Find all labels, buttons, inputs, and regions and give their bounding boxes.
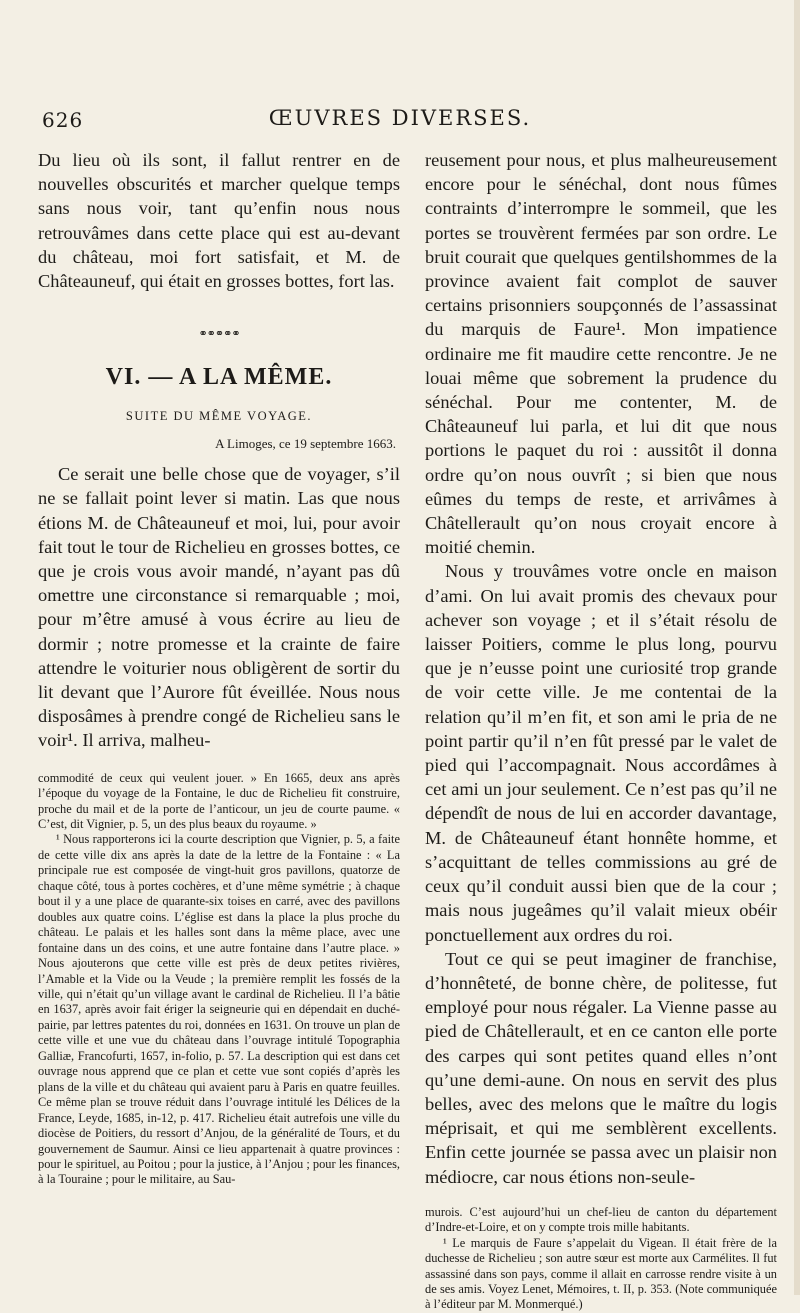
footnote-continuation: commodité de ceux qui veulent jouer. » En 1665, deux ans après l’époque du voyage de la Fontaine, le duc de Richelieu fit construire, proche du mail et de la porte de l’anticour, un jeu de courte paume. « C’est, dit Vignier, p. 5, un des plus beaux du royaume. » <box>38 770 400 832</box>
right-column <box>425 148 777 1313</box>
footnote-1: ¹ Le marquis de Faure s’appelait du Vigean. Il était frère de la duchesse de Richelieu ; son autre sœur est morte aux Carmélites. Il fut assassiné dans son pays, comme il allait en carrosse rendre visite à un de ses amis. Voyez Lenet, Mémoires, t. II, p. 353. (Note communiquée à l’éditeur par M. Monmerqué.) <box>425 1235 777 1312</box>
footnotes-right <box>425 1205 777 1313</box>
carryover-paragraph: Du lieu où ils sont, il fallut rentrer en de nouvelles obscurités et marcher quelque temps sans nous voir, tant qu’enfin nous nous retrouvâmes dans cette place qui est au-devant du château, moi fort satisfait, et M. de Châteauneuf, qui était en grosses bottes, fort las. <box>38 150 400 292</box>
section-subtitle: SUITE DU MÊME VOYAGE. <box>125 409 313 424</box>
running-head: ŒUVRES DIVERSES. <box>268 106 532 130</box>
section-title: VI. — A LA MÊME. <box>105 364 333 391</box>
footnotes-left <box>38 771 400 1188</box>
body-paragraph: reusement pour nous, et plus malheureusement encore pour le sénéchal, dont nous fûmes contraints d’interrompre le sommeil, que les portes se trouvèrent fermées par son ordre. Le bruit courait que quelques gentilshommes de la province avaient fait complot de sauver certains prisonniers soupçonnés de l’assassinat du marquis de Faure¹. Mon impatience ordinaire me fit maudire cette rencontre. Je ne louai même que sobrement la prudence du sénéchal. Pour me contenter, M. de Châteauneuf lui parla, et lui dit que nous portions le paquet du roi : aussitôt il donna ordre qu’on nous ouvrît ; si bien que nous eûmes du temps de reste, et arrivâmes à Châtellerault qu’on nous croyait encore à moitié chemin. <box>425 150 777 558</box>
left-column <box>38 148 400 1188</box>
body-paragraph: Tout ce qui se peut imaginer de franchise, d’honnêteté, de bonne chère, de politesse, fut employé pour nous régaler. La Vienne passe au pied de Châtellerault, et en ce canton elle porte des carpes qui sont petites quand elles n’ont qu’une demi-aune. On nous en servit des plus belles, avec des melons que le maître du logis méprisait, et qui me semblèrent excellents. Enfin cette journée se passa avec un plaisir non médiocre, car nous étions non-seule- <box>425 948 777 1187</box>
footnote-1: ¹ Nous rapporterons ici la courte description que Vignier, p. 5, a faite de cette ville dix ans après la date de la lettre de la Fontaine : « La principale rue est composée de vingt-huit gros pavillons, quatorze de chaque côté, tous à portes cochères, et d’une même symétrie ; à chaque bout il y a une place de quarante-six toises en carré, avec des pavillons doubles aux quatre coins. L’église est dans la place la plus proche du château. Le palais et les halles sont dans la même place, avec une fontaine dans un des coins, et une autre fontaine dans l’autre place. » Nous ajouterons que cette ville est près de deux petites rivières, l’Amable et la Vide ou la Veude ; la première remplit les fossés de la ville, qui n’était qu’un village avant le cardinal de Richelieu. Il l’a bâtie en 1637, après avoir fait ériger la seigneurie qui en dépendait en duché-pairie, par lettres patentes du roi, données en 1631. On trouve un plan de cette ville et une vue du château dans l’ouvrage intitulé Topographia Galliæ, Francofurti, 1657, in-folio, p. 57. La description qui est dans cet ouvrage nous apprend que ce plan et cette vue sont copiés d’après les plans de la ville et du château qui avaient paru à Paris en quatre feuilles. Ce même plan se trouve réduit dans l’ouvrage intitulé les Délices de la France, Leyde, 1685, in-12, p. 417. Richelieu était autrefois une ville du diocèse de Poitiers, du ressort d’Anjou, de la généralité de Tours, et du gouvernement de Saumur. Ainsi ce lieu appartenait à quatre provinces : pour le spirituel, au Poitou ; pour la justice, à l’Anjou ; pour les finances, à la Touraine ; pour le militaire, au Sau- <box>38 832 400 1187</box>
page-edge <box>794 0 800 1295</box>
page-number: 626 <box>42 108 84 132</box>
letter-paragraph: Ce serait une belle chose que de voyager, s’il ne se fallait point lever si matin. Las que nous étions M. de Châteauneuf et moi, lui, pour avoir fait tout le tour de Richelieu en grosses bottes, ce que je crois vous avoir mandé, n’ayant pas dû omettre une circonstance si remarquable ; moi, pour m’être amusé à vous écrire au lieu de dormir ; notre promesse et la crainte de faire attendre le voiturier nous obligèrent de sortir du lit devant que l’Aurore fût éveillée. Nous nous disposâmes à prendre congé de Richelieu sans le voir¹. Il arriva, malheu- <box>38 464 400 751</box>
body-paragraph: Nous y trouvâmes votre oncle en maison d’ami. On lui avait promis des chevaux pour achever son voyage ; et il s’était résolu de laisser Poitiers, comme le plus long, pourvu que je n’eusse point une curiosité trop grande de voir cette ville. Je me contentai de la relation qu’il m’en fit, et son ami le pria de ne point partir qu’il n’en fût pressé par le valet de pied qui l’accompagnait. Nous accordâmes à cet ami un jour seulement. Ce n’est pas qu’il ne dépendît de nous de lui en accorder davantage, M. de Châteauneuf étant honnête homme, et s’acquittant de telles commissions au gré de ceux qu’il conduit aussi bien que de la cour ; mais nous jugeâmes qu’il valait mieux obéir ponctuellement aux ordres du roi. <box>425 561 777 945</box>
footnote-continuation: murois. C’est aujourd’hui un chef-lieu de canton du département d’Indre-et-Loire, et on y compte trois mille habitants. <box>425 1204 777 1235</box>
ornament-divider: ⚭⚭⚭⚭⚭ <box>198 327 240 341</box>
letter-dateline: A Limoges, ce 19 septembre 1663. <box>215 436 396 452</box>
